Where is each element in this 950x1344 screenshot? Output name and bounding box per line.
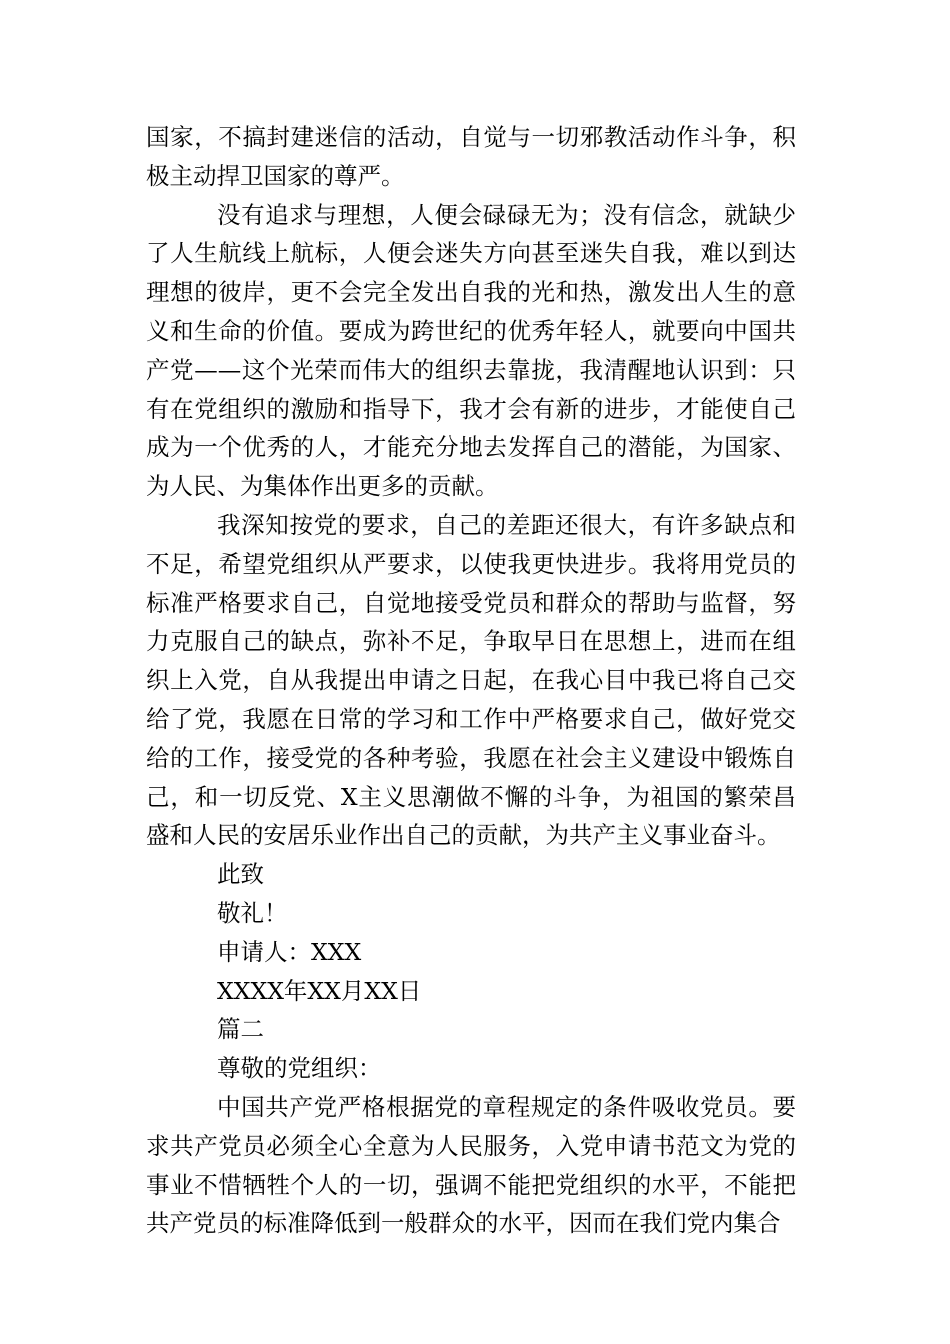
paragraph-party-requirements: 中国共产党严格根据党的章程规定的条件吸收党员。要求共产党员必须全心全意为人民服务，入党申请书范文为党的事业不惜牺牲个人的一切，强调不能把党组织的水平，不能把共产党员的标准降低到一般群众的水平，因而在我们党内集合 [146,1092,796,1238]
greeting-line: 尊敬的党组织： [217,1054,382,1083]
paragraph-commitment: 我深知按党的要求，自己的差距还很大，有许多缺点和不足，希望党组织从严要求，以使我更快进步。我将用党员的标准严格要求自己，自觉地接受党员和群众的帮助与监督，努力克服自己的缺点，弥补不足，争取早日在思想上，进而在组织上入党，自从我提出申请之日起，在我心目中我已将自己交给了党，我愿在日常的学习和工作中严格要求自己，做好党交给的工作，接受党的各种考验，我愿在社会主义建设中锻炼自己，和一切反党、X主义思潮做不懈的斗争，为祖国的繁荣昌盛和人民的安居乐业作出自己的贡献，为共产主义事业奋斗。 [146,510,796,850]
date-line: XXXX年XX月XX日 [217,976,422,1005]
paragraph-ideals: 没有追求与理想，人便会碌碌无为；没有信念，就缺少了人生航线上航标，人便会迷失方向甚至迷失自我，难以到达理想的彼岸，更不会完全发出自我的光和热，激发出人生的意义和生命的价值。要成为跨世纪的优秀年轻人，就要向中国共产党——这个光荣而伟大的组织去靠拢，我清醒地认识到：只有在党组织的激励和指导下，我才会有新的进步，才能使自己成为一个优秀的人，才能充分地去发挥自己的潜能，为国家、为人民、为集体作出更多的贡献。 [146,200,796,501]
section-label: 篇二 [217,1015,264,1044]
closing-line: 此致 [217,860,264,889]
salute-line: 敬礼！ [217,898,288,927]
document-body [146,118,796,1243]
applicant-line: 申请人：XXX [217,937,362,966]
paragraph-continuation: 国家，不搞封建迷信的活动，自觉与一切邪教活动作斗争，积极主动捍卫国家的尊严。 [146,123,796,190]
